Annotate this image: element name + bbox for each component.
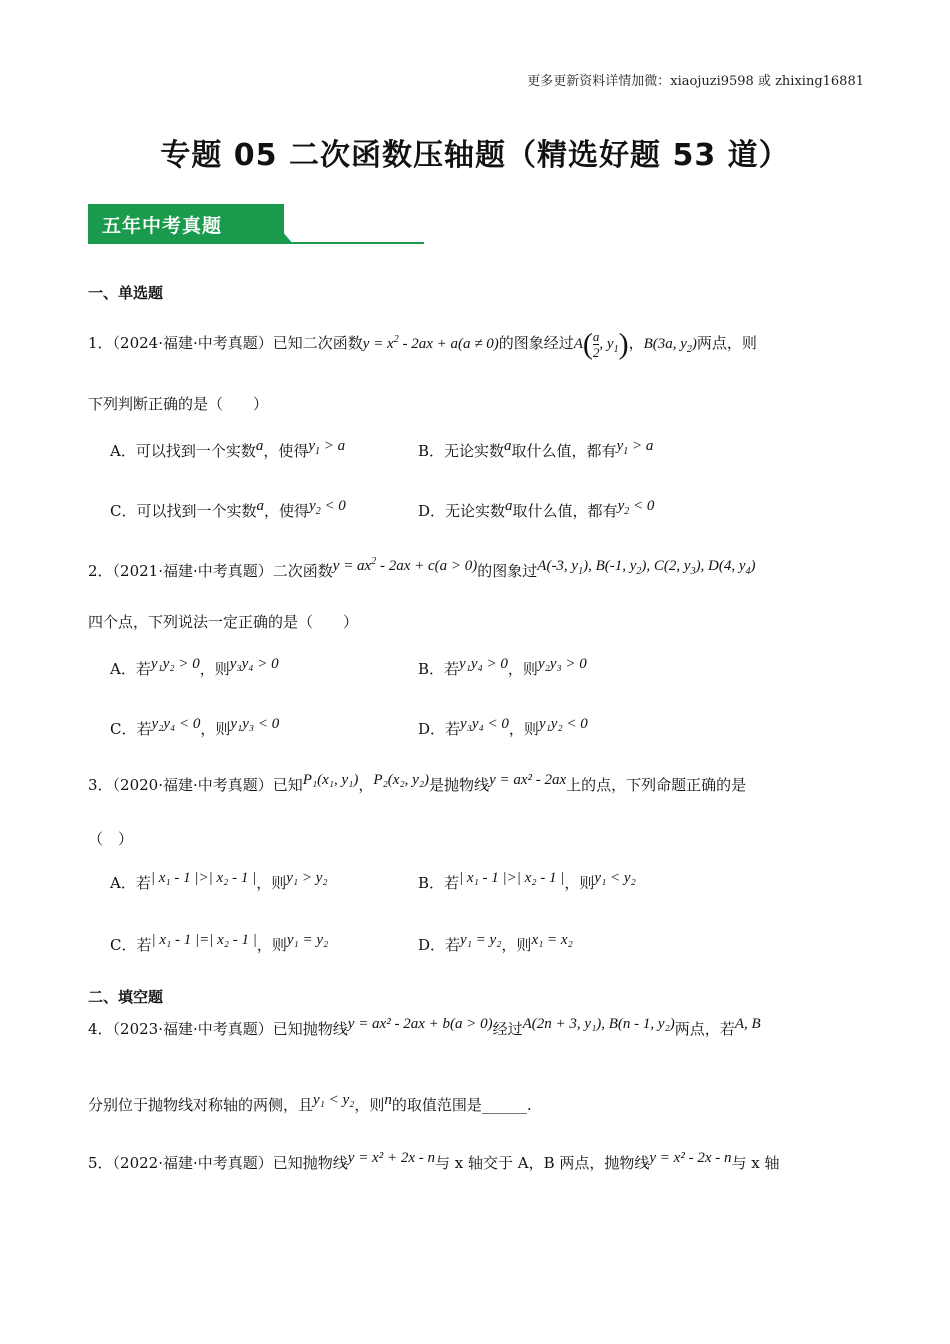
q2-option-a[interactable]: A．若$^{y_1y_2 > 0}$，则$^{y_3y_4 > 0}$: [110, 656, 279, 678]
q3-option-a[interactable]: A．若$^{| x_1 - 1 |>| x_2 - 1 |}$，则$^{y_1 > y_2}$: [110, 870, 328, 892]
question-2-line1: 2．（2021·福建·中考真题）二次函数$^{y = ax^2 - 2ax + c(a > 0)}$的图象过$^{A(-3, y_1), B(-1, y_2), C(2, y_3), D(4, y_4)}$: [88, 556, 756, 580]
question-2-line2: 四个点，下列说法一定正确的是（ ）: [88, 613, 359, 631]
header-note: 更多更新资料详情加微：xiaojuzi9598 或 zhixing16881: [527, 74, 864, 89]
q1-option-a[interactable]: A．可以找到一个实数$^a$，使得$^{y_1 > a}$: [110, 438, 346, 460]
question-3-line2: （ ）: [88, 830, 134, 848]
q1-func-a: $y = x^2 - 2ax + a(a \ne 0)$: [362, 334, 499, 352]
q1-mid: 的图象经过: [498, 334, 574, 352]
q2-option-b[interactable]: B．若$^{y_1y_4 > 0}$，则$^{y_2y_3 > 0}$: [418, 656, 587, 678]
question-1-line2: 下列判断正确的是（ ）: [88, 395, 269, 413]
q3-option-d[interactable]: D．若$^{y_1 = y_2}$，则$^{x_1 = x_2}$: [418, 932, 573, 954]
q2-option-c[interactable]: C．若$^{y_2y_4 < 0}$，则$^{y_1y_3 < 0}$: [110, 716, 280, 738]
section-banner: [88, 204, 424, 246]
q1-tail: 两点，则: [696, 334, 757, 352]
q1-option-c[interactable]: C．可以找到一个实数$^a$，使得$^{y_2 < 0}$: [110, 498, 346, 520]
q1-source: （2024·福建·中考真题）: [112, 334, 273, 352]
q1-option-b[interactable]: B．无论实数$^a$取什么值，都有$^{y_1 > a}$: [418, 438, 654, 460]
q1-point-b: B(3a, $y_2$): [643, 336, 697, 355]
q2-option-d[interactable]: D．若$^{y_3y_4 < 0}$，则$^{y_1y_2 < 0}$: [418, 716, 588, 738]
q4-answer-blank[interactable]: ______: [481, 1096, 527, 1114]
q1-pre: 已知二次函数: [272, 334, 363, 352]
question-4-line1: 4．（2023·福建·中考真题）已知抛物线$^{y = ax^2 - 2ax + b(a > 0)}$经过$^{A(2n + 3, y_1), B(n - 1, y_2)}$两点，若$^{A, B}$: [88, 1016, 761, 1038]
q3-option-c[interactable]: C．若$^{| x_1 - 1 |=| x_2 - 1 |}$，则$^{y_1 = y_2}$: [110, 932, 329, 954]
question-1-line1: [88, 318, 757, 372]
section-fill-blank: 二、填空题: [88, 988, 164, 1006]
question-5-line1: 5．（2022·福建·中考真题）已知抛物线$^{y = x^2 + 2x - n}$与 x 轴交于 A，B 两点，抛物线$^{y = x^2 - 2x - n}$与 x 轴: [88, 1150, 780, 1172]
question-3-line1: 3．（2020·福建·中考真题）已知$^{P_1(x_1, y_1)}$，$^{P_2(x_2, y_2)}$是抛物线$^{y = ax^2 - 2ax}$上的点，下列命题正确的是: [88, 772, 747, 794]
question-4-line2: 分别位于抛物线对称轴的两侧，且$^{y_1 < y_2}$，则$^n$的取值范围是______.: [88, 1092, 532, 1114]
q1-number: 1．: [88, 334, 113, 352]
section-single-choice: 一、单选题: [88, 284, 164, 302]
q3-option-b[interactable]: B．若$^{| x_1 - 1 |>| x_2 - 1 |}$，则$^{y_1 < y_2}$: [418, 870, 636, 892]
page-title: 专题 05 二次函数压轴题（精选好题 53 道）: [160, 138, 790, 173]
q1-option-d[interactable]: D．无论实数$^a$取什么值，都有$^{y_2 < 0}$: [418, 498, 655, 520]
q1-point-a: A( $\frac{a}{2}$ , $y_1$): [573, 327, 629, 361]
banner-underline: [88, 242, 424, 244]
q1-sep: ，: [628, 334, 644, 352]
banner-label: 五年中考真题: [102, 215, 223, 237]
